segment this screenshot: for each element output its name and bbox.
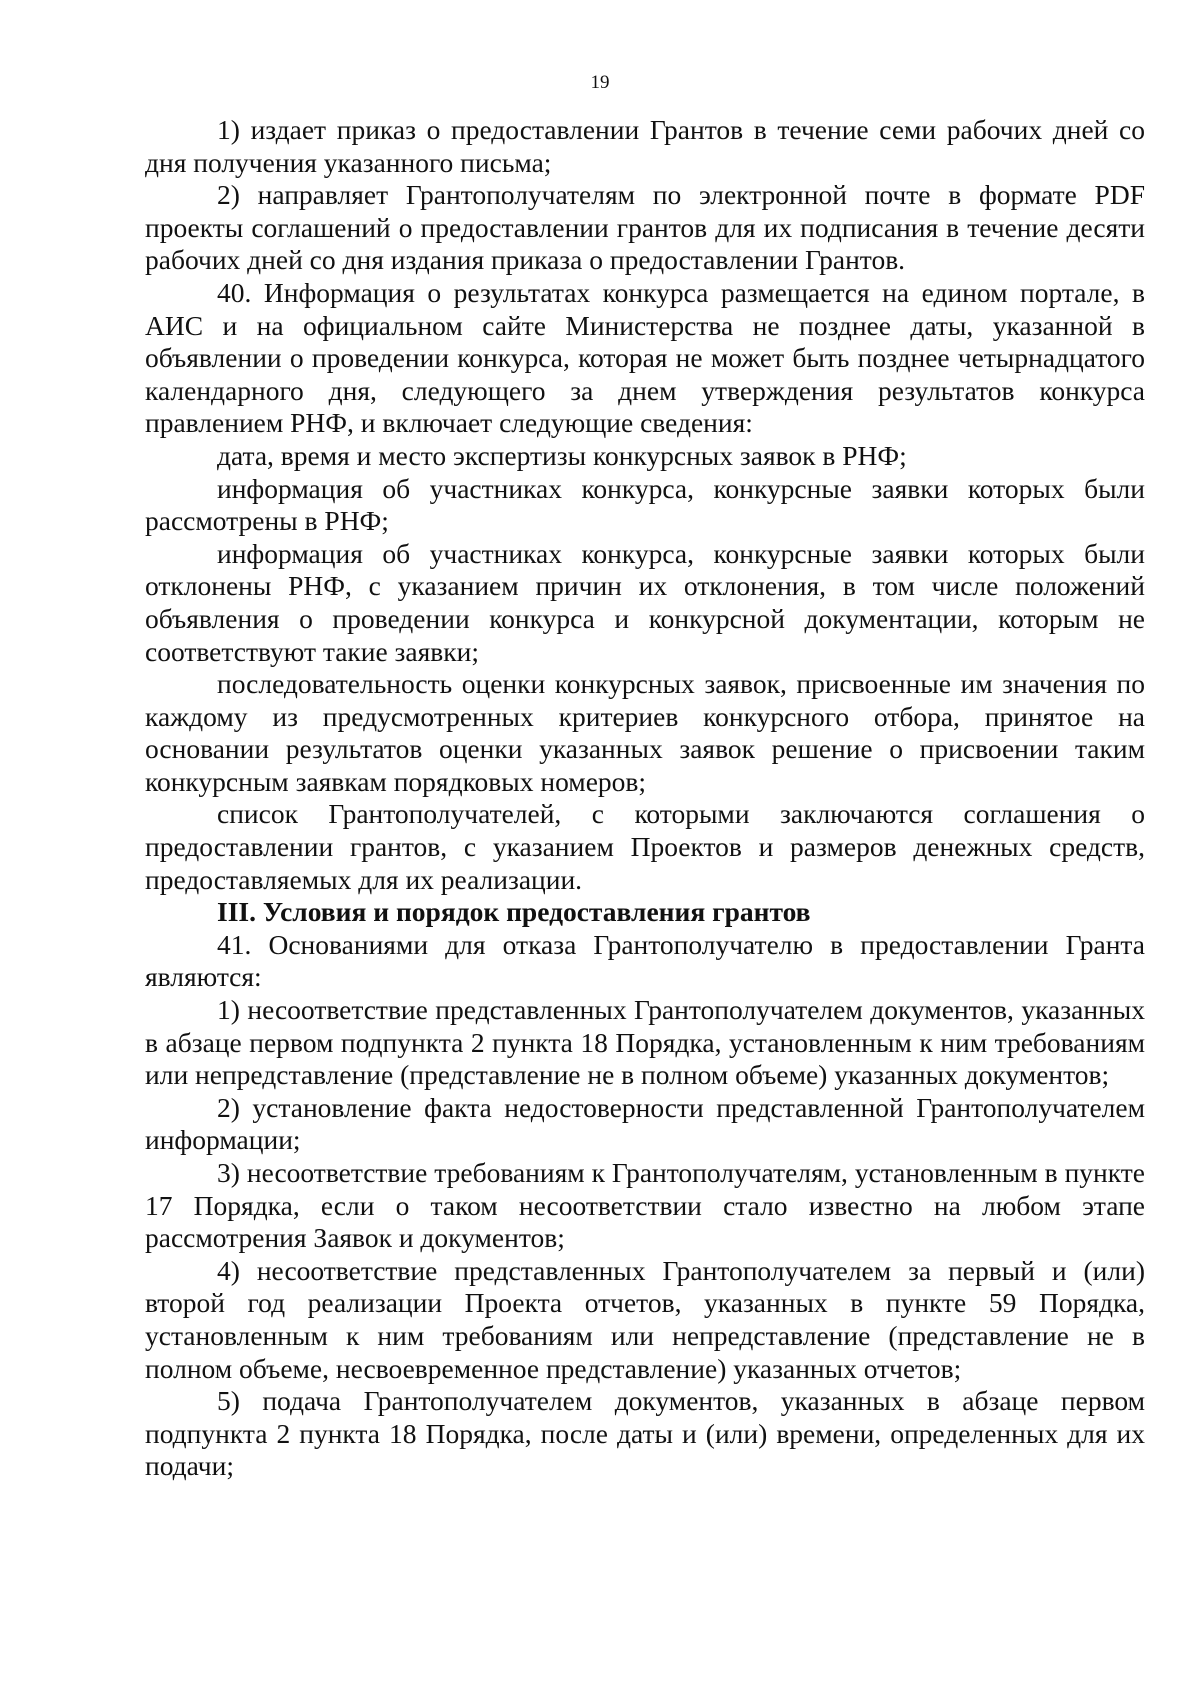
paragraph-evaluation-order: последовательность оценки конкурсных заявок, присвоенные им значения по каждому из предусмотренных критериев конкурсного отбора, принятое на основании результатов оценки указанных заявок решение о присвоении таким конкурсным заявкам порядковых номеров; [145, 668, 1145, 797]
paragraph-item-1: 1) издает приказ о предоставлении Грантов в течение семи рабочих дней со дня получения указанного письма; [145, 114, 1145, 178]
page-number: 19 [590, 72, 610, 93]
paragraph-41-item-5: 5) подача Грантополучателем документов, указанных в абзаце первом подпункта 2 пункта 18 Порядка, после даты и (или) времени, определенных для их подачи; [145, 1385, 1145, 1482]
paragraph-grantee-list: список Грантополучателей, с которыми заключаются соглашения о предоставлении грантов, с указанием Проектов и размеров денежных средств, предоставляемых для их реализации. [145, 798, 1145, 895]
paragraph-41-item-3: 3) несоответствие требованиям к Грантополучателям, установленным в пункте 17 Порядка, если о таком несоответствии стало известно на любом этапе рассмотрения Заявок и документов; [145, 1157, 1145, 1254]
paragraph-item-2: 2) направляет Грантополучателям по электронной почте в формате PDF проекты соглашений о предоставлении грантов для их подписания в течение десяти рабочих дней со дня издания приказа о предоставлении Грантов. [145, 179, 1145, 276]
section-heading: III. Условия и порядок предоставления грантов [217, 896, 811, 928]
paragraph-participants-rejected: информация об участниках конкурса, конкурсные заявки которых были отклонены РНФ, с указанием причин их отклонения, в том числе положений объявления о проведении конкурса и конкурсной документации, которым не соответствуют такие заявки; [145, 537, 1145, 667]
paragraph-41: 41. Основаниями для отказа Грантополучателю в предоставлении Гранта являются: [145, 928, 1145, 993]
document-body [145, 114, 1145, 1483]
paragraph-participants-reviewed: информация об участниках конкурса, конкурсные заявки которых были рассмотрены в РНФ; [145, 472, 1145, 537]
paragraph-41-item-4: 4) несоответствие представленных Грантополучателем за первый и (или) второй год реализации Проекта отчетов, указанных в пункте 59 Порядка, установленным к ним требованиям или непредставление (представление не в полном объеме, несвоевременное представление) указанных отчетов; [145, 1254, 1145, 1384]
paragraph-40: 40. Информация о результатах конкурса размещается на едином портале, в АИС и на официальном сайте Министерства не позднее даты, указанной в объявлении о проведении конкурса, которая не может быть позднее четырнадцатого календарного дня, следующего за днем утверждения результатов конкурса правлением РНФ, и включает следующие сведения: [145, 276, 1145, 439]
paragraph-expertise-date: дата, время и место экспертизы конкурсных заявок в РНФ; [217, 439, 907, 471]
paragraph-41-item-1: 1) несоответствие представленных Грантополучателем документов, указанных в абзаце первом подпункта 2 пункта 18 Порядка, установленным к ним требованиям или непредставление (представление не в полном объеме) указанных документов; [145, 994, 1145, 1091]
paragraph-41-item-2: 2) установление факта недостоверности представленной Грантополучателем информации; [145, 1091, 1145, 1156]
